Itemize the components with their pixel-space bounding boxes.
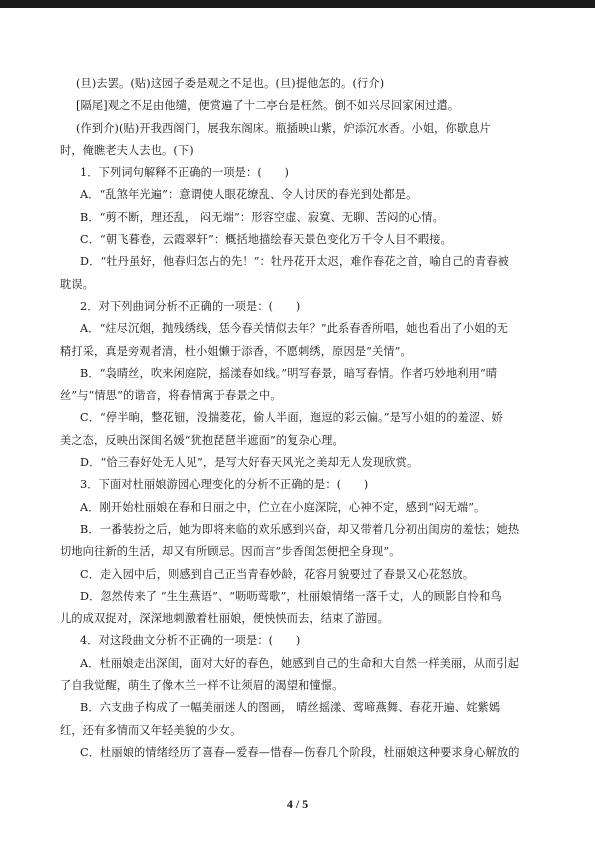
text-line: 切地向往新的生活，却又有所顾忌。因而言“步香闺怎便把全身现”。 [60,545,401,559]
text-line: B．“袅晴丝，吹来闲庭院，摇漾春如线。”明写春景，暗写春情。作者巧妙地利用“晴 [80,366,498,380]
text-line: A．刚开始杜丽娘在春和日丽之中，伫立在小庭深院，心神不定，感到“闷无端”。 [80,500,486,514]
text-line: C．走入园中后，则感到自己正当青春妙龄，花容月貌要过了春景又心花怒放。 [80,567,475,581]
text-line: B．“剪不断，理还乱， 闷无端”：形容空虚、寂寞、无聊、苦闷的心情。 [80,210,444,224]
header-rule [0,0,595,8]
text-line: C．杜丽娘的情绪经历了喜春—爱春—惜春—伤春几个阶段，杜丽娘这种要求身心解放的 [80,745,520,759]
text-line: (作到介)(贴)开我西阁门，展我东阁床。瓶插映山紫，炉添沉水香。小姐，你歇息片 [76,121,491,135]
text-line: 美之态，反映出深闺名媛“犹抱琵琶半遮面”的复杂心理。 [60,433,344,447]
text-line: B．一番装扮之后，她为即将来临的欢乐感到兴奋，却又带着几分初出闺房的羞怯；她热 [80,522,520,536]
text-line: 3．下面对杜丽娘游园心理变化的分析不正确的是：( ) [80,478,369,492]
text-line: 了自我觉醒，萌生了像木兰一样不让须眉的渴望和憧憬。 [60,679,344,693]
text-line: C．“朝飞暮卷，云霞翠轩”：概括地描绘春天景色变化万千令人目不暇接。 [80,233,452,247]
text-line: D．忽然传来了 “生生燕语”、“呖呖莺歌”，杜丽娘情绪一落千丈，人的顾影自怜和鸟 [80,589,502,603]
text-line: 4．对这段曲文分析不正确的一项是：( ) [80,634,301,648]
text-line: 精打采，真是旁观者清，杜小姐懒于添香，不愿刺绣，原因是“关情”。 [60,344,412,358]
document-body [60,73,544,764]
text-line: [隔尾]观之不足由他缱，便赏遍了十二亭台是枉然。倒不如兴尽回家闲过遣。 [76,99,460,113]
text-line: A．杜丽娘走出深闺，面对大好的春色，她感到自己的生命和大自然一样美丽，从而引起 [80,656,520,670]
text-line: 1．下列词句解释不正确的一项是：( ) [80,166,290,180]
text-line: 丝”与“情思”的谐音，将春情寓于春景之中。 [60,389,282,403]
text-line: D．“牡丹虽好，他春归怎占的先！”：牡丹花开太迟，难作春花之首，喻自己的青春被 [80,255,510,269]
text-line: (旦)去罢。(贴)这园子委是观之不足也。(旦)提他怎的。(行介) [76,77,385,90]
text-line: 时，俺瞧老夫人去也。(下) [60,143,194,157]
text-line: A．“炷尽沉烟，抛残绣线，恁今春关情似去年？”此系春香所唱，她也看出了小姐的无 [80,322,509,336]
text-line: 耽误。 [60,277,95,291]
text-line: C．“停半晌，整花钿，没揣菱花，偷人半面，迤逗的彩云偏。”是写小姐的的羞涩、娇 [80,411,504,425]
text-line: D．“恰三春好处无人见”，是写大好春天风光之美却无人发现欣赏。 [80,456,419,470]
text-line: B．六支曲子构成了一幅美丽迷人的图画， 晴丝摇漾、莺啼燕舞、春花开遍、姹紫嫣 [80,701,501,715]
text-line: 2．对下列曲词分析不正确的一项是：( ) [80,299,301,313]
text-line: A．“乱煞年光遍”：意谓使人眼花缭乱、令人讨厌的春光到处都是。 [80,188,418,202]
text-line: 儿的成双捉对，深深地刺激着杜丽娘，便怏怏而去，结束了游园。 [60,612,389,626]
text-line: 红，还有多情而又年轻美貌的少女。 [60,723,242,737]
page-number: 4 / 5 [286,797,309,811]
